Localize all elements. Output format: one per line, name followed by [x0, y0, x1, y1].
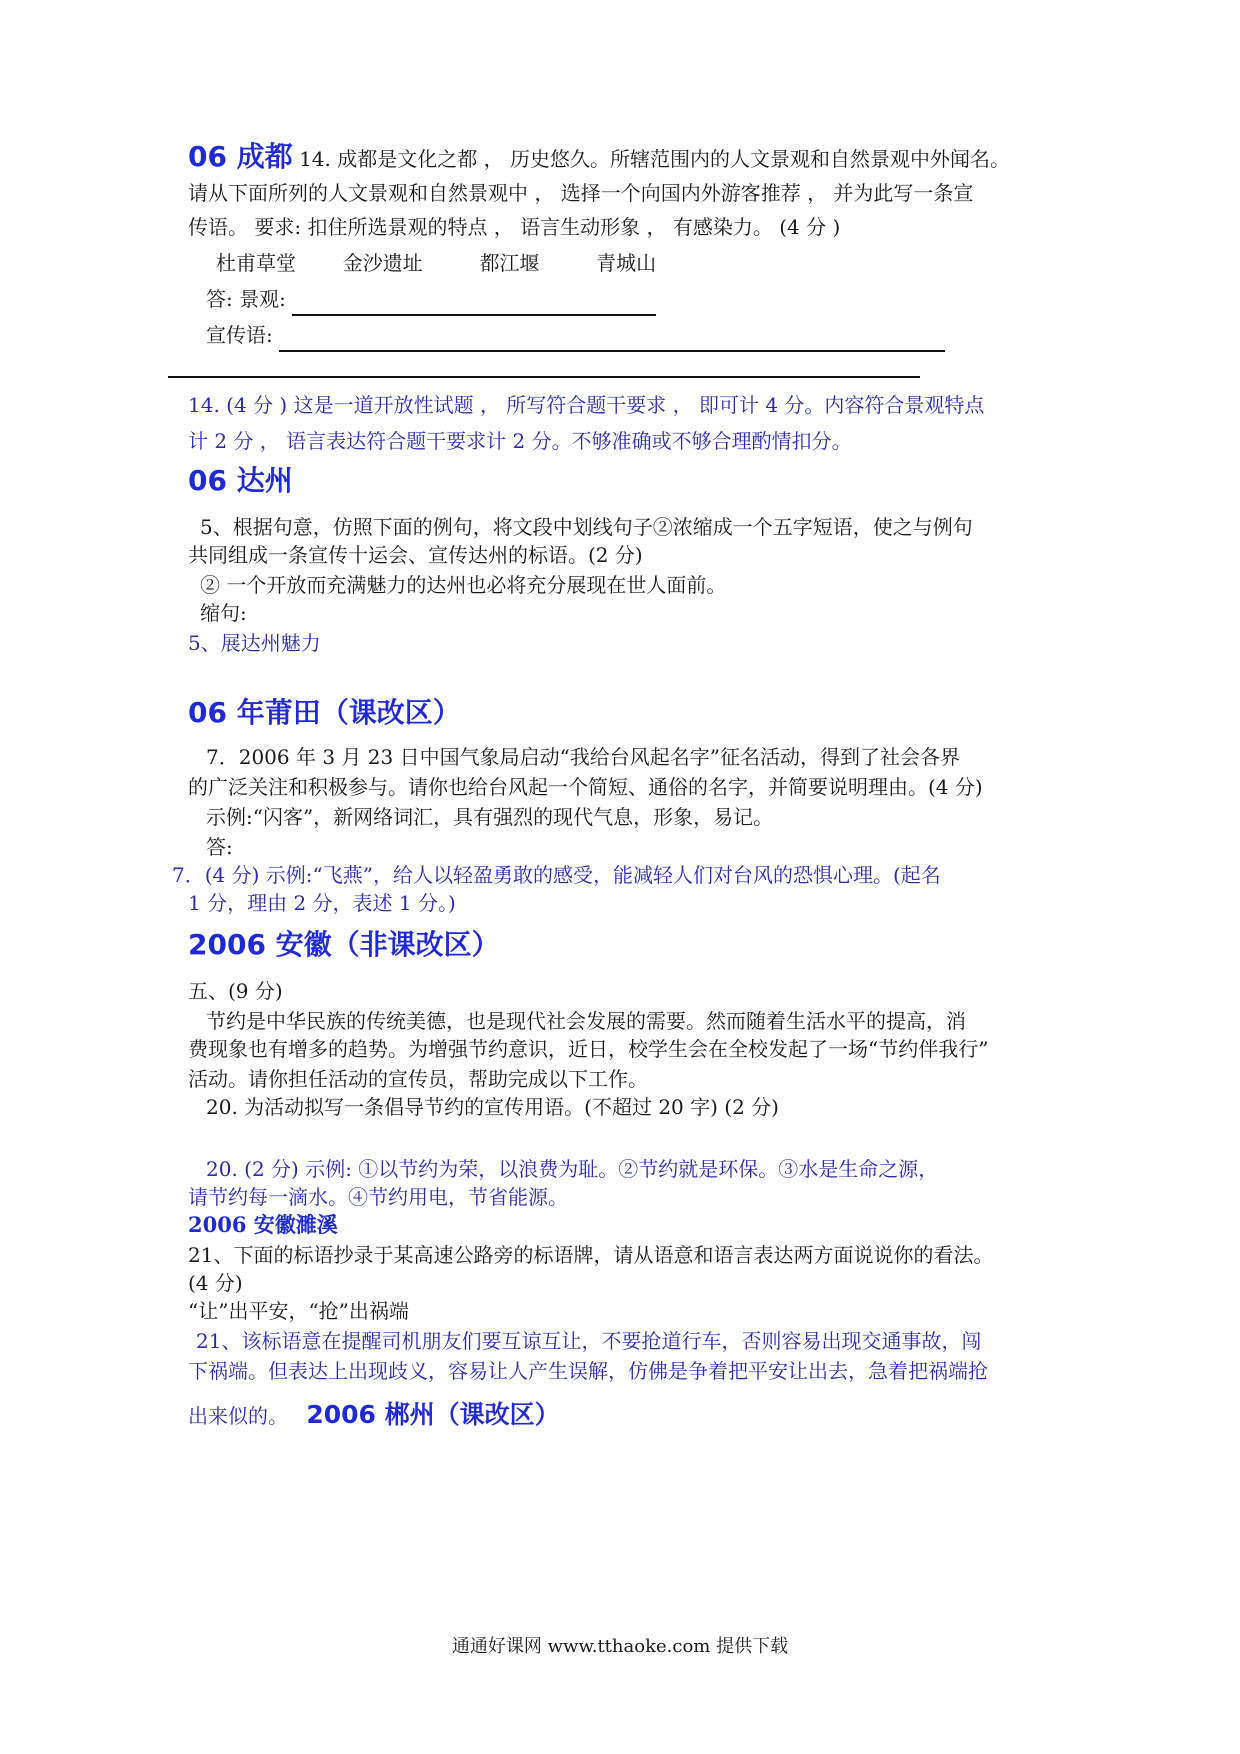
dazhou-heading: 06 达州 [188, 464, 293, 497]
putian-question-line4: 答: [206, 835, 233, 859]
anhui-heading: 2006 安徽（非课改区） [188, 928, 500, 961]
chenzhou-heading: 2006 郴州（课改区） [306, 1400, 560, 1429]
anhui-key-line1: 20. (2 分) 示例: ①以节约为荣，以浪费为耻。②节约就是环保。③水是生命之源， [206, 1157, 939, 1181]
chengdu-question-line2: 请从下面所列的人文景观和自然景观中 ， 选择一个向国内外游客推荐 ， 并为此写一条宣 [188, 181, 974, 205]
dazhou-question-line1: 5、根据句意，仿照下面的例句，将文段中划线句子②浓缩成一个五字短语，使之与例句 [200, 515, 973, 539]
answer-scene-label: 答: 景观: [206, 287, 286, 311]
chengdu-question-line1 [188, 140, 1068, 176]
dazhou-question-line4: 缩句: [200, 601, 247, 625]
anhui-question-line1: 五、(9 分) [188, 979, 283, 1003]
anhui-question-line4: 活动。请你担任活动的宣传员，帮助完成以下工作。 [188, 1067, 648, 1091]
suixi-question-line1: 21、下面的标语抄录于某高速公路旁的标语牌，请从语意和语言表达两方面说说你的看法。 [188, 1243, 994, 1267]
option-1: 杜甫草堂 [216, 251, 296, 275]
chengdu-answer-slogan [206, 318, 1086, 352]
suixi-question-line2: (4 分) [188, 1271, 243, 1295]
putian-question-line1: 7．2006 年 3 月 23 日中国气象局启动“我给台风起名字”征名活动，得到了社会各界 [206, 745, 961, 769]
dazhou-question-line3: ② 一个开放而充满魅力的达州也必将充分展现在世人面前。 [200, 573, 727, 597]
anhui-question-line2: 节约是中华民族的传统美德，也是现代社会发展的需要。然而随着生活水平的提高，消 [206, 1009, 966, 1033]
suixi-key-line3 [188, 1398, 1068, 1433]
answer-slogan-label: 宣传语: [206, 323, 273, 347]
answer-slogan-blank [279, 330, 945, 352]
chengdu-key-line2: 计 2 分 ， 语言表达符合题干要求计 2 分。不够准确或不够合理酌情扣分。 [188, 429, 852, 453]
chengdu-options [216, 246, 1096, 280]
answer-scene-blank [292, 294, 656, 316]
option-2: 金沙遗址 [342, 251, 423, 275]
putian-question-line3: 示例:“闪客”，新网络词汇，具有强烈的现代气息，形象，易记。 [206, 805, 774, 829]
chengdu-key-line1: 14. (4 分 ) 这是一道开放性试题 ， 所写符合题干要求 ， 即可计 4 分。内容符合景观特点 [188, 393, 985, 417]
dazhou-key-line1: 5、展达州魅力 [188, 631, 321, 655]
suixi-heading: 2006 安徽濉溪 [188, 1212, 338, 1237]
suixi-key-line2: 下祸端。但表达上出现歧义，容易让人产生误解，仿佛是争着把平安让出去，急着把祸端抢 [188, 1359, 988, 1383]
chengdu-question-text: 14. 成都是文化之都 ， 历史悠久。所辖范围内的人文景观和自然景观中外闻名。 [299, 147, 1010, 171]
putian-heading: 06 年莆田（课改区） [188, 696, 461, 729]
answer-blank-line [168, 376, 920, 378]
suixi-question-line3: “让”出平安，“抢”出祸端 [188, 1299, 409, 1323]
anhui-question-line3: 费现象也有增多的趋势。为增强节约意识，近日，校学生会在全校发起了一场“节约伴我行” [188, 1037, 989, 1061]
option-3: 都江堰 [479, 251, 540, 275]
dazhou-question-line2: 共同组成一条宣传十运会、宣传达州的标语。(2 分) [188, 543, 643, 567]
chengdu-answer-scene [206, 282, 1086, 316]
putian-key-line1: 7．(4 分) 示例:“飞燕”，给人以轻盈勇敢的感受，能减轻人们对台风的恐惧心理。(起名 [172, 863, 941, 887]
suixi-key-text: 出来似的。 [188, 1404, 288, 1428]
chengdu-heading: 06 成都 [188, 140, 293, 173]
suixi-key-line1: 21、该标语意在提醒司机朋友们要互谅互让，不要抢道行车，否则容易出现交通事故，闯 [196, 1329, 982, 1353]
anhui-question-line5: 20. 为活动拟写一条倡导节约的宣传用语。(不超过 20 字) (2 分) [206, 1095, 779, 1119]
footer-download-note: 通通好课网 www.tthaoke.com 提供下载 [451, 1636, 789, 1657]
putian-key-line2: 1 分，理由 2 分，表述 1 分。) [188, 891, 456, 915]
putian-question-line2: 的广泛关注和积极参与。请你也给台风起一个简短、通俗的名字，并简要说明理由。(4 分) [188, 775, 983, 799]
anhui-key-line2: 请节约每一滴水。④节约用电，节省能源。 [188, 1185, 568, 1209]
option-4: 青城山 [596, 251, 657, 275]
chengdu-question-line3: 传语。 要求: 扣住所选景观的特点 ， 语言生动形象 ， 有感染力。 (4 分 ) [188, 215, 841, 239]
